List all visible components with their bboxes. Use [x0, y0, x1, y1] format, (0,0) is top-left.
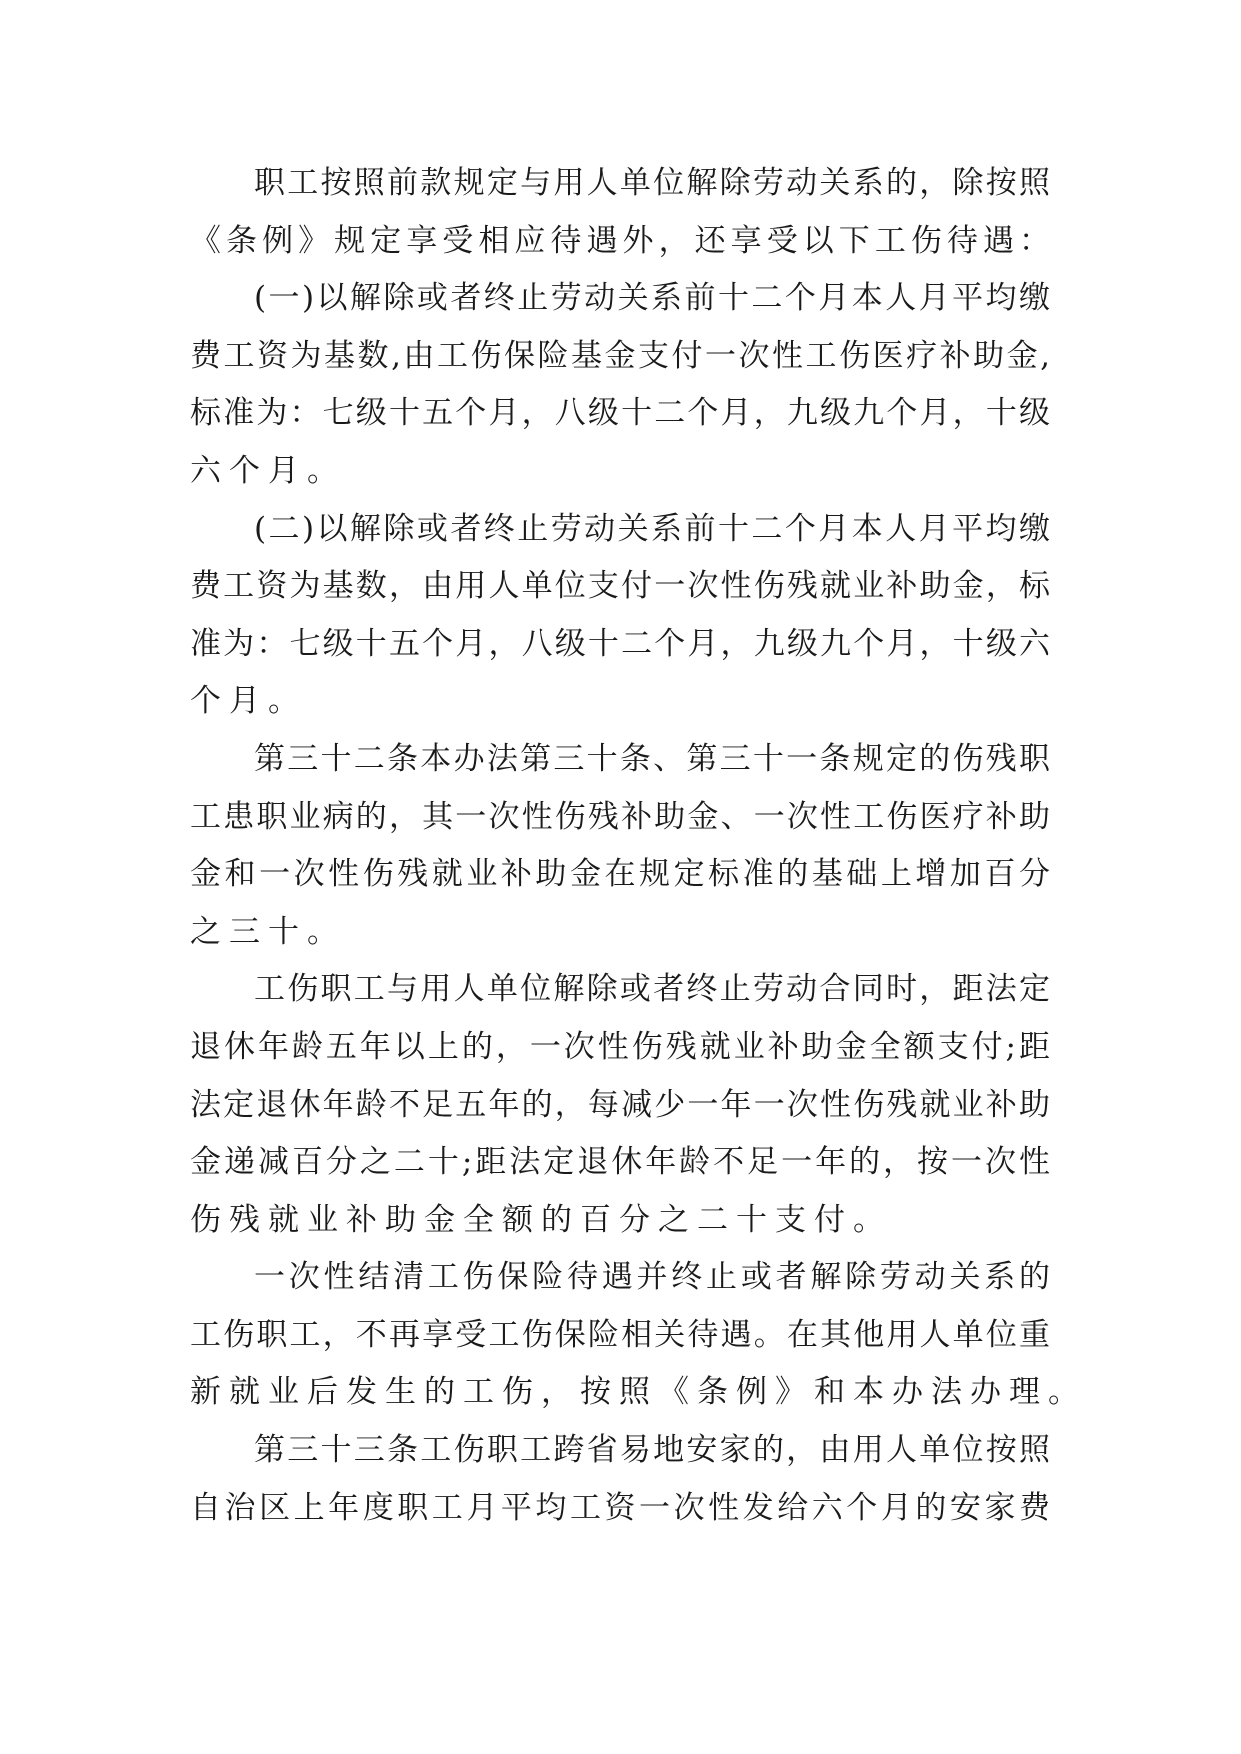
- text-line-content: 职工按照前款规定与用人单位解除劳动关系的，除按照: [254, 165, 1050, 201]
- text-line: [190, 1192, 1050, 1250]
- text-line-content: 准为：七级十五个月，八级十二个月，九级九个月，十级六: [190, 625, 1050, 662]
- text-line: [190, 789, 1050, 847]
- text-line: [190, 673, 1050, 731]
- text-line: [190, 558, 1050, 616]
- text-line: [190, 155, 1050, 213]
- text-line-content: 第三十三条工伤职工跨省易地安家的，由用人单位按照: [254, 1432, 1050, 1469]
- document-body: [190, 155, 1087, 1537]
- text-line-content: 金递减百分之二十;距法定退休年龄不足一年的，按一次性: [190, 1144, 1050, 1181]
- text-line-content: (一)以解除或者终止劳动关系前十二个月本人月平均缴: [254, 280, 1050, 317]
- text-line-content: 第三十二条本办法第三十条、第三十一条规定的伤残职: [254, 740, 1050, 777]
- text-line-content: 工伤职工，不再享受工伤保险相关待遇。在其他用人单位重: [190, 1316, 1050, 1353]
- text-line-content: 伤残就业补助金全额的百分之二十支付。: [190, 1201, 892, 1238]
- text-line-content: 六个月。: [190, 452, 346, 489]
- text-line-content: 自治区上年度职工月平均工资一次性发给六个月的安家费: [190, 1489, 1050, 1526]
- text-line: [190, 1422, 1050, 1480]
- text-line: [190, 1134, 1050, 1192]
- text-line: [190, 213, 1050, 271]
- text-line: [190, 1307, 1050, 1365]
- text-line-content: 工患职业病的，其一次性伤残补助金、一次性工伤医疗补助: [190, 798, 1050, 835]
- text-line-content: 法定退休年龄不足五年的，每减少一年一次性伤残就业补助: [190, 1086, 1050, 1123]
- text-line-content: 标准为：七级十五个月，八级十二个月，九级九个月，十级: [190, 395, 1050, 432]
- text-line-content: 《条例》规定享受相应待遇外，还享受以下工伤待遇：: [190, 222, 1050, 259]
- text-line-content: (二)以解除或者终止劳动关系前十二个月本人月平均缴: [254, 510, 1050, 547]
- text-line-content: 个月。: [190, 683, 307, 720]
- text-line: [190, 1480, 1050, 1538]
- text-line: [190, 1364, 1087, 1422]
- text-line: [190, 731, 1050, 789]
- text-line: [190, 961, 1050, 1019]
- text-line-content: 退休年龄五年以上的，一次性伤残就业补助金全额支付;距: [190, 1028, 1050, 1065]
- text-line-content: 工伤职工与用人单位解除或者终止劳动合同时，距法定: [254, 971, 1050, 1008]
- text-line: [190, 270, 1050, 328]
- text-line: [190, 1019, 1050, 1077]
- text-line-content: 之三十。: [190, 913, 346, 950]
- text-line-content: 金和一次性伤残就业补助金在规定标准的基础上增加百分: [190, 856, 1050, 893]
- text-line: [190, 1077, 1050, 1135]
- text-line: [190, 501, 1050, 559]
- text-line: [190, 904, 1050, 962]
- text-line: [190, 1249, 1050, 1307]
- text-line: [190, 846, 1050, 904]
- text-line-content: 新就业后发生的工伤，按照《条例》和本办法办理。: [190, 1374, 1087, 1411]
- text-line: [190, 385, 1050, 443]
- text-line-content: 费工资为基数,由工伤保险基金支付一次性工伤医疗补助金,: [190, 337, 1050, 374]
- text-line: [190, 443, 1050, 501]
- text-line-content: 一次性结清工伤保险待遇并终止或者解除劳动关系的: [254, 1259, 1050, 1296]
- text-line: [190, 616, 1050, 674]
- text-line-content: 费工资为基数，由用人单位支付一次性伤残就业补助金，标: [190, 568, 1050, 605]
- text-line: [190, 328, 1050, 386]
